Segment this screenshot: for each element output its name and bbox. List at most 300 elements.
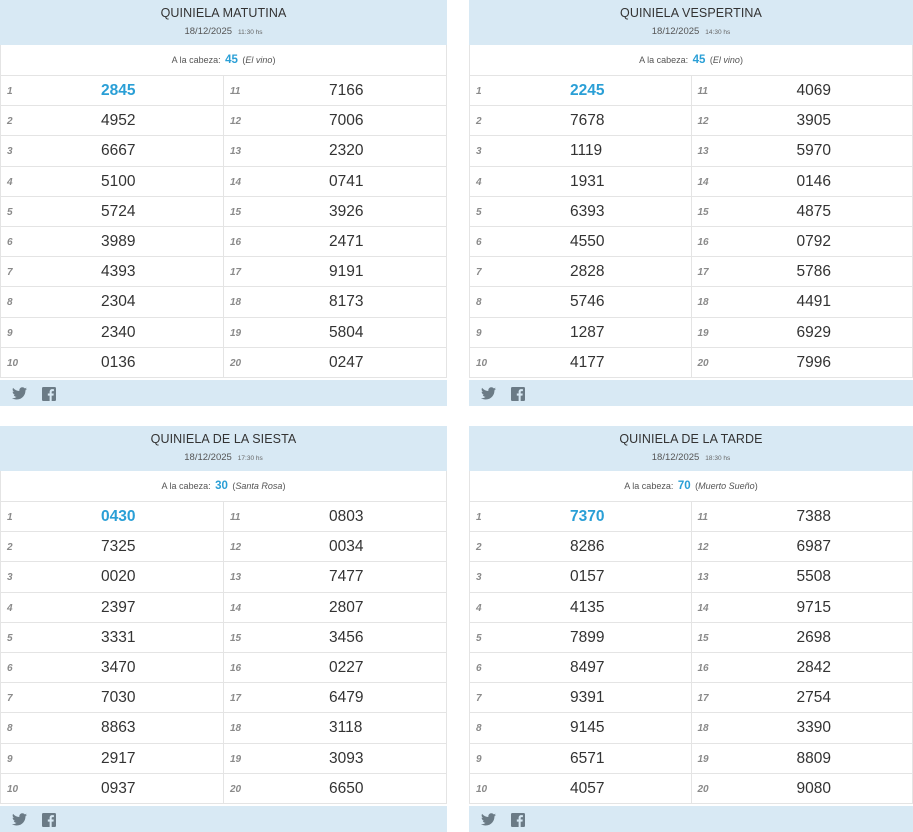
position-label: 14 bbox=[230, 602, 242, 614]
table-row bbox=[0, 167, 447, 197]
draw-date: 18/12/2025 bbox=[184, 26, 233, 37]
first-prize-number: 2845 bbox=[101, 82, 136, 99]
twitter-icon[interactable] bbox=[12, 387, 26, 400]
position-label: 20 bbox=[230, 783, 242, 795]
prize-number: 4491 bbox=[796, 293, 831, 311]
prize-number: 5100 bbox=[101, 172, 136, 190]
table-row bbox=[0, 653, 447, 683]
head-of-draw: A la cabeza: 45 (El vino) bbox=[469, 45, 913, 75]
position-label: 15 bbox=[230, 206, 242, 218]
prize-number: 0157 bbox=[570, 568, 605, 586]
prize-number: 9145 bbox=[570, 719, 605, 737]
position-label: 9 bbox=[476, 753, 482, 765]
prize-number: 9080 bbox=[796, 779, 831, 797]
position-label: 6 bbox=[476, 236, 482, 248]
facebook-icon[interactable] bbox=[511, 387, 525, 400]
result-cell bbox=[470, 562, 691, 591]
position-label: 11 bbox=[230, 86, 241, 97]
position-label: 20 bbox=[697, 357, 709, 369]
position-label: 8 bbox=[7, 297, 13, 309]
position-label: 14 bbox=[697, 176, 709, 188]
position-label: 4 bbox=[7, 176, 13, 188]
table-row bbox=[0, 197, 447, 227]
result-cell bbox=[691, 136, 913, 165]
position-label: 12 bbox=[697, 116, 709, 128]
result-cell bbox=[691, 683, 913, 712]
result-cell bbox=[223, 593, 446, 622]
result-cell bbox=[691, 502, 913, 531]
table-row bbox=[469, 683, 913, 713]
card-header bbox=[469, 426, 913, 471]
prize-number: 0803 bbox=[329, 508, 364, 525]
draw-date: 18/12/2025 bbox=[651, 26, 700, 37]
prize-number: 4069 bbox=[796, 82, 831, 99]
result-cell bbox=[223, 653, 446, 682]
table-row bbox=[0, 593, 447, 623]
prize-number: 0136 bbox=[101, 353, 136, 371]
prize-number: 9391 bbox=[570, 689, 605, 707]
head-number: 30 bbox=[215, 480, 228, 492]
prize-number: 5970 bbox=[796, 142, 831, 160]
position-label: 5 bbox=[7, 632, 13, 644]
prize-number: 8173 bbox=[329, 293, 364, 311]
prize-number: 1931 bbox=[570, 172, 605, 190]
prize-number: 3926 bbox=[329, 202, 364, 220]
prize-number: 7899 bbox=[570, 628, 605, 646]
result-cell bbox=[223, 318, 446, 347]
result-cell bbox=[470, 683, 691, 712]
result-cell bbox=[223, 167, 446, 196]
result-cell bbox=[223, 532, 446, 561]
table-row bbox=[469, 167, 913, 197]
prize-number: 3470 bbox=[101, 658, 136, 676]
prize-number: 2807 bbox=[329, 598, 364, 616]
position-label: 9 bbox=[7, 327, 13, 339]
prize-number: 1119 bbox=[570, 142, 603, 160]
table-row bbox=[469, 197, 913, 227]
result-cell bbox=[470, 318, 691, 347]
result-cell bbox=[470, 167, 691, 196]
draw-time: 17:30 hs bbox=[237, 455, 263, 462]
prize-number: 7477 bbox=[329, 568, 364, 586]
result-cell bbox=[691, 348, 913, 377]
result-cell bbox=[470, 287, 691, 316]
position-label: 11 bbox=[230, 512, 241, 523]
position-label: 13 bbox=[697, 572, 709, 584]
position-label: 10 bbox=[476, 357, 488, 369]
position-label: 1 bbox=[476, 512, 482, 523]
result-cell bbox=[691, 76, 913, 105]
result-cell bbox=[223, 744, 446, 773]
prize-number: 3905 bbox=[796, 112, 831, 130]
result-cell bbox=[691, 713, 913, 742]
twitter-icon[interactable] bbox=[12, 813, 26, 826]
result-cell bbox=[470, 227, 691, 256]
prize-number: 2917 bbox=[101, 749, 136, 767]
result-cell bbox=[470, 257, 691, 286]
first-prize-number: 0430 bbox=[101, 508, 136, 525]
position-label: 12 bbox=[230, 116, 242, 128]
position-label: 17 bbox=[697, 267, 709, 279]
result-cell bbox=[223, 257, 446, 286]
position-label: 7 bbox=[7, 693, 13, 705]
position-label: 5 bbox=[476, 632, 482, 644]
result-cell bbox=[1, 227, 223, 256]
table-row bbox=[0, 562, 447, 592]
draw-date-line bbox=[469, 452, 913, 465]
prize-number: 2304 bbox=[101, 293, 136, 311]
position-label: 19 bbox=[230, 753, 242, 765]
prize-number: 2471 bbox=[329, 232, 364, 250]
position-label: 18 bbox=[697, 723, 709, 735]
position-label: 4 bbox=[476, 602, 482, 614]
prize-number: 0792 bbox=[796, 232, 831, 250]
position-label: 6 bbox=[7, 662, 13, 674]
result-cell bbox=[223, 713, 446, 742]
result-cell bbox=[470, 774, 691, 803]
prize-number: 0020 bbox=[101, 568, 136, 586]
result-cell bbox=[691, 593, 913, 622]
result-cell bbox=[691, 257, 913, 286]
head-label: A la cabeza: bbox=[639, 55, 689, 65]
facebook-icon[interactable] bbox=[42, 813, 56, 826]
facebook-icon[interactable] bbox=[511, 813, 525, 826]
prize-number: 3989 bbox=[101, 232, 136, 250]
draw-title: QUINIELA DE LA TARDE bbox=[619, 432, 763, 446]
head-label: A la cabeza: bbox=[161, 481, 211, 491]
twitter-icon[interactable] bbox=[481, 813, 495, 826]
position-label: 8 bbox=[476, 723, 482, 735]
result-cell bbox=[1, 744, 223, 773]
prize-number: 5508 bbox=[796, 568, 831, 586]
results-grid bbox=[0, 501, 447, 804]
position-label: 10 bbox=[476, 783, 488, 795]
table-row bbox=[0, 348, 447, 378]
result-cell bbox=[1, 653, 223, 682]
result-cell bbox=[1, 774, 223, 803]
prize-number: 3093 bbox=[329, 749, 364, 767]
head-number: 70 bbox=[677, 480, 691, 492]
position-label: 15 bbox=[230, 632, 242, 644]
head-meaning: Muerto Sueño bbox=[698, 481, 755, 491]
prize-number: 5724 bbox=[101, 202, 136, 220]
prize-number: 8286 bbox=[570, 538, 605, 556]
position-label: 16 bbox=[230, 236, 242, 248]
position-label: 3 bbox=[476, 146, 482, 158]
result-cell bbox=[223, 76, 446, 105]
prize-number: 2397 bbox=[101, 598, 136, 616]
table-row bbox=[0, 532, 447, 562]
prize-number: 0227 bbox=[329, 658, 364, 676]
result-cell bbox=[1, 318, 223, 347]
result-cell bbox=[223, 502, 446, 531]
result-cell bbox=[470, 623, 691, 652]
head-meaning: El vino bbox=[245, 55, 273, 65]
prize-number: 4135 bbox=[570, 598, 605, 616]
result-cell bbox=[1, 136, 223, 165]
draw-time: 14:30 hs bbox=[705, 29, 731, 36]
table-row bbox=[469, 318, 913, 348]
table-row bbox=[469, 532, 913, 562]
position-label: 16 bbox=[697, 236, 709, 248]
prize-number: 5746 bbox=[570, 293, 605, 311]
table-row bbox=[469, 348, 913, 378]
table-row bbox=[0, 683, 447, 713]
prize-number: 4177 bbox=[570, 353, 605, 371]
draw-date: 18/12/2025 bbox=[184, 452, 232, 463]
draw-time: 18:30 hs bbox=[705, 455, 731, 462]
table-row bbox=[0, 774, 447, 804]
result-cell bbox=[223, 683, 446, 712]
table-row bbox=[0, 106, 447, 136]
head-meaning: El vino bbox=[712, 55, 740, 65]
result-cell bbox=[691, 197, 913, 226]
prize-number: 6987 bbox=[796, 538, 831, 556]
draw-time: 11:30 hs bbox=[238, 29, 263, 36]
result-cell bbox=[691, 106, 913, 135]
result-cell bbox=[1, 623, 223, 652]
position-label: 15 bbox=[697, 206, 709, 218]
position-label: 17 bbox=[230, 693, 242, 705]
prize-number: 3331 bbox=[101, 628, 136, 646]
prize-number: 2698 bbox=[796, 628, 831, 646]
prize-number: 2842 bbox=[796, 658, 831, 676]
result-cell bbox=[1, 348, 223, 377]
table-row bbox=[469, 106, 913, 136]
prize-number: 4875 bbox=[796, 202, 831, 220]
result-cell bbox=[470, 713, 691, 742]
result-cell bbox=[223, 562, 446, 591]
draw-title: QUINIELA DE LA SIESTA bbox=[150, 432, 297, 446]
card-footer bbox=[0, 806, 447, 832]
position-label: 16 bbox=[697, 662, 709, 674]
result-cell bbox=[470, 532, 691, 561]
draw-card bbox=[469, 426, 913, 832]
position-label: 7 bbox=[7, 267, 13, 279]
prize-number: 2320 bbox=[329, 142, 364, 160]
result-cell bbox=[1, 502, 223, 531]
prize-number: 0034 bbox=[329, 538, 364, 556]
result-cell bbox=[1, 287, 223, 316]
position-label: 19 bbox=[230, 327, 242, 339]
result-cell bbox=[223, 287, 446, 316]
prize-number: 6479 bbox=[329, 689, 364, 707]
result-cell bbox=[470, 76, 691, 105]
head-of-draw: A la cabeza: 45 (El vino) bbox=[0, 45, 447, 75]
table-row bbox=[0, 713, 447, 743]
position-label: 1 bbox=[7, 512, 13, 523]
results-grid bbox=[469, 75, 913, 378]
position-label: 10 bbox=[7, 357, 19, 369]
position-label: 12 bbox=[230, 542, 242, 554]
draw-date: 18/12/2025 bbox=[651, 452, 700, 463]
head-label: A la cabeza: bbox=[171, 55, 221, 65]
draw-card bbox=[469, 0, 913, 406]
table-row bbox=[0, 623, 447, 653]
head-of-draw: A la cabeza: 30 (Santa Rosa) bbox=[0, 471, 447, 501]
prize-number: 4952 bbox=[101, 112, 136, 130]
result-cell bbox=[470, 106, 691, 135]
position-label: 2 bbox=[7, 542, 13, 554]
position-label: 3 bbox=[7, 146, 13, 158]
position-label: 1 bbox=[7, 86, 13, 97]
draw-date-line bbox=[0, 26, 447, 39]
prize-number: 4057 bbox=[570, 779, 605, 797]
prize-number: 0247 bbox=[329, 353, 364, 371]
head-label: A la cabeza: bbox=[624, 481, 674, 491]
first-prize-number: 2245 bbox=[570, 82, 605, 99]
head-meaning: Santa Rosa bbox=[235, 481, 283, 491]
position-label: 9 bbox=[476, 327, 482, 339]
prize-number: 0937 bbox=[101, 779, 136, 797]
result-cell bbox=[223, 136, 446, 165]
prize-number: 5804 bbox=[329, 323, 364, 341]
prize-number: 9191 bbox=[329, 263, 364, 281]
position-label: 16 bbox=[230, 662, 242, 674]
table-row bbox=[469, 502, 913, 532]
table-row bbox=[469, 623, 913, 653]
result-cell bbox=[691, 653, 913, 682]
prize-number: 3456 bbox=[329, 628, 364, 646]
draw-date-line bbox=[0, 452, 447, 465]
draw-date-line bbox=[469, 26, 913, 39]
table-row bbox=[0, 227, 447, 257]
prize-number: 6667 bbox=[101, 142, 136, 160]
result-cell bbox=[691, 227, 913, 256]
position-label: 13 bbox=[230, 146, 242, 158]
result-cell bbox=[223, 227, 446, 256]
table-row bbox=[469, 562, 913, 592]
result-cell bbox=[691, 167, 913, 196]
result-cell bbox=[691, 562, 913, 591]
result-cell bbox=[470, 348, 691, 377]
prize-number: 2828 bbox=[570, 263, 605, 281]
table-row bbox=[469, 774, 913, 804]
table-row bbox=[0, 287, 447, 317]
prize-number: 7030 bbox=[101, 689, 136, 707]
position-label: 10 bbox=[7, 783, 19, 795]
prize-number: 4550 bbox=[570, 232, 605, 250]
prize-number: 8809 bbox=[796, 749, 831, 767]
twitter-icon[interactable] bbox=[481, 387, 495, 400]
table-row bbox=[469, 136, 913, 166]
position-label: 6 bbox=[476, 662, 482, 674]
prize-number: 5786 bbox=[796, 263, 831, 281]
prize-number: 7388 bbox=[796, 508, 831, 525]
table-row bbox=[0, 257, 447, 287]
position-label: 4 bbox=[7, 602, 13, 614]
result-cell bbox=[1, 713, 223, 742]
prize-number: 3118 bbox=[329, 719, 363, 737]
results-grid bbox=[469, 501, 913, 804]
position-label: 5 bbox=[7, 206, 13, 218]
position-label: 6 bbox=[7, 236, 13, 248]
prize-number: 2340 bbox=[101, 323, 136, 341]
prize-number: 0146 bbox=[796, 172, 831, 190]
table-row bbox=[469, 593, 913, 623]
position-label: 13 bbox=[230, 572, 242, 584]
prize-number: 4393 bbox=[101, 263, 136, 281]
table-row bbox=[0, 744, 447, 774]
prize-number: 8497 bbox=[570, 658, 605, 676]
prize-number: 6650 bbox=[329, 779, 364, 797]
prize-number: 3390 bbox=[796, 719, 831, 737]
result-cell bbox=[223, 348, 446, 377]
position-label: 18 bbox=[230, 297, 242, 309]
head-number: 45 bbox=[225, 54, 238, 66]
prize-number: 8863 bbox=[101, 719, 136, 737]
position-label: 11 bbox=[697, 86, 708, 97]
position-label: 2 bbox=[476, 542, 482, 554]
position-label: 17 bbox=[230, 267, 242, 279]
prize-number: 2754 bbox=[796, 689, 831, 707]
position-label: 17 bbox=[697, 693, 709, 705]
position-label: 3 bbox=[7, 572, 13, 584]
table-row bbox=[469, 653, 913, 683]
prize-number: 7996 bbox=[796, 353, 831, 371]
table-row bbox=[469, 257, 913, 287]
position-label: 11 bbox=[697, 512, 708, 523]
table-row bbox=[469, 227, 913, 257]
position-label: 1 bbox=[476, 86, 482, 97]
position-label: 7 bbox=[476, 693, 482, 705]
results-grid bbox=[0, 75, 447, 378]
position-label: 2 bbox=[476, 116, 482, 128]
prize-number: 7678 bbox=[570, 112, 605, 130]
result-cell bbox=[1, 593, 223, 622]
result-cell bbox=[470, 502, 691, 531]
position-label: 14 bbox=[697, 602, 709, 614]
position-label: 19 bbox=[697, 753, 709, 765]
position-label: 8 bbox=[476, 297, 482, 309]
result-cell bbox=[470, 744, 691, 773]
prize-number: 9715 bbox=[796, 598, 831, 616]
prize-number: 6393 bbox=[570, 202, 605, 220]
card-footer bbox=[469, 380, 913, 406]
position-label: 18 bbox=[230, 723, 242, 735]
result-cell bbox=[470, 593, 691, 622]
result-cell bbox=[691, 744, 913, 773]
position-label: 18 bbox=[697, 297, 709, 309]
draw-title: QUINIELA MATUTINA bbox=[160, 6, 287, 20]
result-cell bbox=[223, 106, 446, 135]
result-cell bbox=[1, 167, 223, 196]
card-header bbox=[0, 0, 447, 45]
facebook-icon[interactable] bbox=[42, 387, 56, 400]
position-label: 15 bbox=[697, 632, 709, 644]
result-cell bbox=[470, 197, 691, 226]
prize-number: 6571 bbox=[570, 749, 605, 767]
prize-number: 7325 bbox=[101, 538, 136, 556]
table-row bbox=[469, 76, 913, 106]
table-row bbox=[0, 136, 447, 166]
card-header bbox=[0, 426, 447, 471]
prize-number: 6929 bbox=[796, 323, 831, 341]
head-of-draw: A la cabeza: 70 (Muerto Sueño) bbox=[469, 471, 913, 501]
result-cell bbox=[1, 683, 223, 712]
result-cell bbox=[223, 623, 446, 652]
prize-number: 0741 bbox=[329, 172, 364, 190]
position-label: 12 bbox=[697, 542, 709, 554]
position-label: 20 bbox=[230, 357, 242, 369]
prize-number: 1287 bbox=[570, 323, 605, 341]
first-prize-number: 7370 bbox=[570, 508, 605, 525]
prize-number: 7006 bbox=[329, 112, 364, 130]
result-cell bbox=[1, 76, 223, 105]
result-cell bbox=[691, 623, 913, 652]
position-label: 14 bbox=[230, 176, 242, 188]
position-label: 3 bbox=[476, 572, 482, 584]
